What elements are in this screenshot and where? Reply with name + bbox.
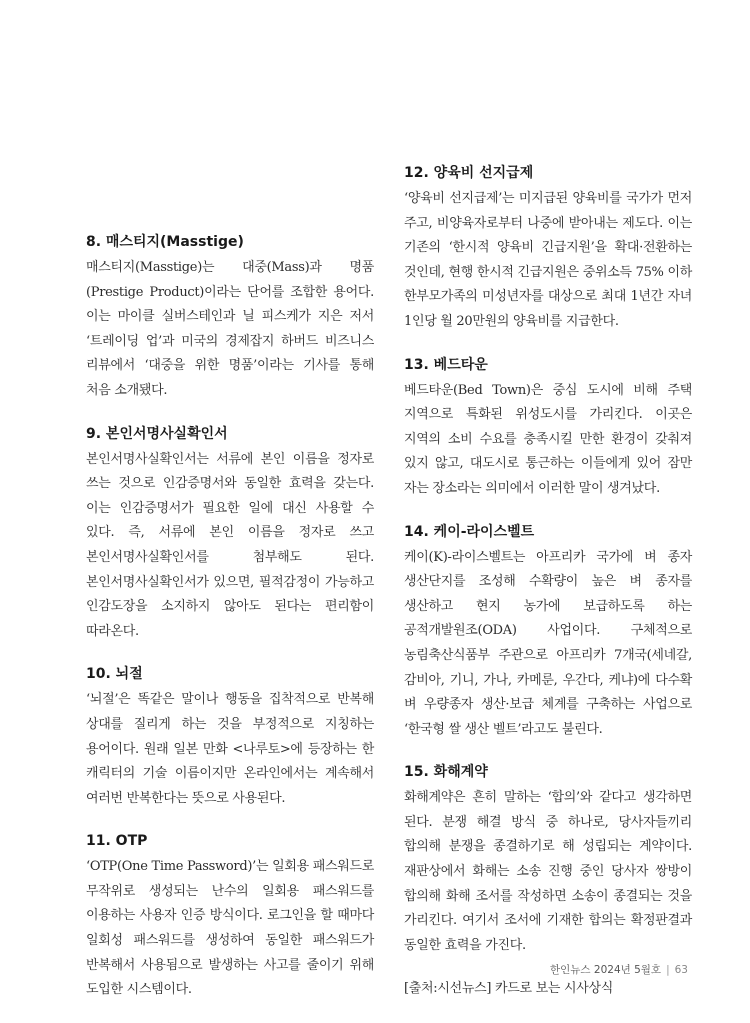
- page-footer: [550, 962, 688, 977]
- publication-name: 한인뉴스 2024년 5월호: [550, 964, 662, 976]
- source-credit: [출처:시선뉴스] 카드로 보는 시사상식: [404, 981, 613, 997]
- entry-title: 14. 케이-라이스벨트: [404, 523, 535, 540]
- entry-body: 케이(K)-라이스벨트는 아프리카 국가에 벼 종자 생산단지를 조성해 수확량이 높은 벼 종자를 생산하고 현지 농가에 보급하도록 하는 공적개발원조(ODA) 사업이다. 구체적으로 농림축산식품부 주관으로 아프리카 7개국(세네갈, 감비아, 기니, 가나, 카메룬, 우간다, 케냐)에 다수확 벼 우량종자 생산·보급 체계를 구축하는 사업으로 ‘한국형 쌀 생산 벨트’라고도 불린다.: [404, 549, 692, 737]
- left-column: [86, 232, 374, 1023]
- entry-signature-confirmation: [86, 424, 374, 645]
- entry-body: ‘양육비 선지급제’는 미지급된 양육비를 국가가 먼저 주고, 비양육자로부터 나중에 받아내는 제도다. 이는 기존의 ‘한시적 양육비 긴급지원’을 확대·전환하는 것인데, 현행 한시적 긴급지원은 중위소득 75% 이하 한부모가족의 미성년자를 대상으로 최대 1년간 자녀 1인당 월 20만원의 양육비를 지급한다.: [404, 191, 692, 329]
- entry-k-ricebelt: [404, 522, 692, 743]
- entry-body: 화해계약은 흔히 말하는 ‘합의’와 같다고 생각하면 된다. 분쟁 해결 방식 중 하나로, 당사자들끼리 합의해 분쟁을 종결하기로 해 성립되는 계약이다. 재판상에서 화해는 소송 진행 중인 당사자 쌍방이 합의해 화해 조서를 작성하면 소송이 종결되는 것을 가리킨다. 여기서 조서에 기재한 합의는 확정판결과 동일한 효력을 가진다.: [404, 790, 692, 953]
- entry-settlement-contract: [404, 762, 692, 958]
- entry-title: 10. 뇌절: [86, 666, 143, 683]
- entry-otp: [86, 831, 374, 1003]
- entry-body: 본인서명사실확인서는 서류에 본인 이름을 정자로 쓰는 것으로 인감증명서와 동일한 효력을 갖는다. 이는 인감증명서가 필요한 일에 대신 사용할 수 있다. 즉, 서류에 본인 이름을 정자로 쓰고 본인서명사실확인서를 첨부해도 된다. 본인서명사실확인서가 있으면, 필적감정이 가능하고 인감도장을 소지하지 않아도 된다는 편리함이 따라온다.: [86, 451, 374, 639]
- footer-separator: |: [666, 964, 670, 976]
- right-column: [404, 163, 692, 1000]
- entry-child-support: [404, 163, 692, 335]
- entry-noejeol: [86, 664, 374, 811]
- entry-body: ‘OTP(One Time Password)’는 일회용 패스워드로 무작위로 생성되는 난수의 일회용 패스워드를 이용하는 사용자 인증 방식이다. 로그인을 할 때마다 일회성 패스워드를 생성하여 동일한 패스워드가 반복해서 사용됨으로 발생하는 사고를 줄이기 위해 도입한 시스템이다.: [86, 859, 374, 998]
- entry-body: 매스티지(Masstige)는 대중(Mass)과 명품(Prestige Product)이라는 단어를 조합한 용어다. 이는 마이클 실버스테인과 닐 피스케가 지은 저서 ‘트레이딩 업’과 미국의 경제잡지 하버드 비즈니스 리뷰에서 ‘대중을 위한 명품’이라는 기사를 통해 처음 소개됐다.: [86, 260, 374, 398]
- entry-title: 8. 매스티지(Masstige): [86, 234, 244, 250]
- entry-title: 11. OTP: [86, 833, 148, 850]
- entry-masstige: [86, 232, 374, 404]
- entry-title: 15. 화해계약: [404, 764, 488, 781]
- entry-body: ‘뇌절’은 똑같은 말이나 행동을 집착적으로 반복해 상대를 질리게 하는 것을 부정적으로 지칭하는 용어이다. 원래 일본 만화 <나루토>에 등장하는 한 캐릭터의 기술 이름이지만 온라인에서는 계속해서 여러번 반복한다는 뜻으로 사용된다.: [86, 692, 374, 806]
- entry-title: 12. 양육비 선지급제: [404, 165, 534, 181]
- entry-body: 베드타운(Bed Town)은 중심 도시에 비해 주택 지역으로 특화된 위성도시를 가리킨다. 이곳은 지역의 소비 수요를 충족시킬 만한 환경이 갖춰져 있지 않고, 대도시로 통근하는 이들에게 있어 잠만 자는 장소라는 의미에서 이러한 말이 생겨났다.: [404, 382, 692, 496]
- entry-title: 13. 베드타운: [404, 356, 488, 373]
- entry-bed-town: [404, 355, 692, 502]
- entry-title: 9. 본인서명사실확인서: [86, 425, 228, 442]
- page-number: 63: [674, 964, 688, 976]
